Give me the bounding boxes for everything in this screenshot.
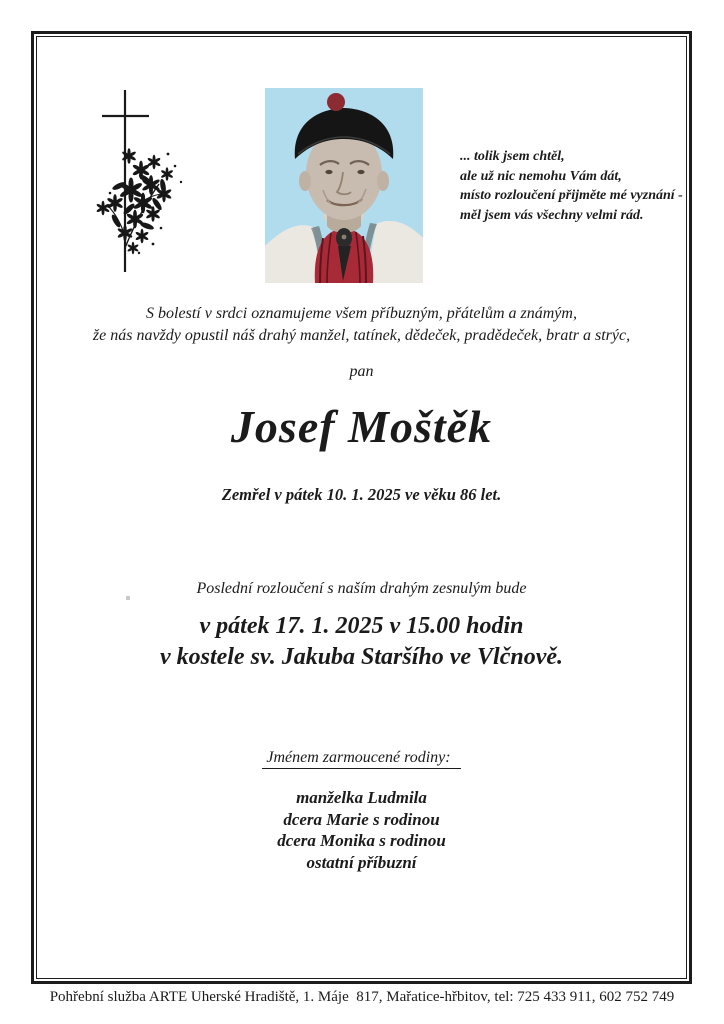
family-heading: [31, 749, 692, 767]
farewell-date-line: v pátek 17. 1. 2025 v 15.00 hodin: [199, 613, 524, 639]
deceased-name: Josef Moštěk: [230, 401, 493, 452]
family-member: dcera Monika s rodinou: [277, 831, 446, 850]
announcement-line: že nás navždy opustil náš drahý manžel, tatínek, dědeček, pradědeček, bratr a strýc,: [92, 326, 631, 344]
announcement-text: [31, 303, 692, 346]
salutation: pan: [349, 363, 374, 380]
family-heading-text: Jménem zarmoucené rodiny:: [262, 749, 460, 769]
farewell-verse: [460, 147, 683, 225]
pompom-icon: [327, 93, 345, 111]
farewell-details: [31, 611, 692, 673]
family-member: ostatní příbuzní: [306, 852, 417, 872]
death-date-line: Zemřel v pátek 10. 1. 2025 ve věku 86 let.: [221, 485, 502, 504]
family-list: [31, 787, 692, 873]
cross-icon: [102, 90, 149, 272]
family-member: dcera Marie s rodinou: [283, 809, 440, 829]
cross-with-flowers-icon: [95, 86, 210, 278]
verse-line: ... tolik jsem chtěl,: [460, 149, 565, 164]
family-member: manželka Ludmila: [296, 788, 427, 807]
flowers-icon: [96, 148, 182, 254]
announcement-line: S bolestí v srdci oznamujeme všem příbuzným, přátelům a známým,: [146, 305, 577, 322]
verse-line: místo rozloučení přijměte mé vyznání -: [460, 188, 683, 203]
verse-line: měl jsem vás všechny velmi rád.: [460, 207, 644, 223]
farewell-intro: Poslední rozloučení s naším drahým zesnulým bude: [196, 580, 527, 597]
portrait-photo: [265, 88, 423, 283]
funeral-service-footer: Pohřební služba ARTE Uherské Hradiště, 1. Máje 817, Mařatice-hřbitov, tel: 725 433 911, 602 752 749: [49, 989, 675, 1005]
farewell-place-line: v kostele sv. Jakuba Staršího ve Vlčnově.: [159, 644, 564, 670]
verse-line: ale už nic nemohu Vám dát,: [460, 168, 622, 184]
